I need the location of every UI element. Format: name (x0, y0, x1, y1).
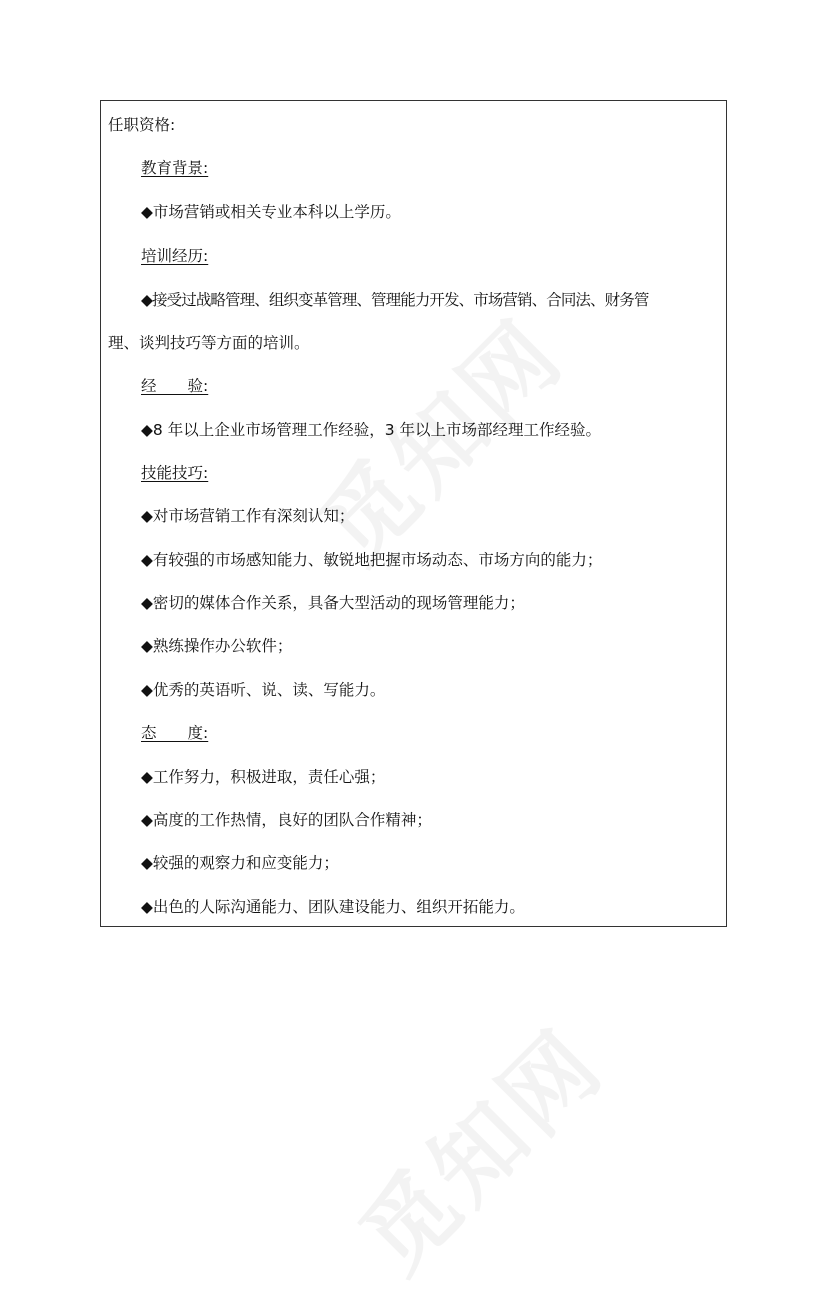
training-heading: 培训经历: (141, 247, 209, 265)
skills-item: ◆密切的媒体合作关系，具备大型活动的现场管理能力； (141, 594, 525, 612)
education-item: ◆市场营销或相关专业本科以上学历。 (141, 203, 401, 221)
experience-item: ◆8 年以上企业市场管理工作经验，3 年以上市场部经理工作经验。 (141, 421, 601, 439)
attitude-heading: 态 度: (141, 724, 209, 742)
attitude-item: ◆出色的人际沟通能力、团队建设能力、组织开拓能力。 (141, 898, 525, 916)
training-item-line2: 理、谈判技巧等方面的培训。 (108, 334, 310, 352)
section-title: 任职资格: (108, 116, 176, 134)
skills-item: ◆优秀的英语听、说、读、写能力。 (141, 681, 386, 699)
training-item-line1: ◆接受过战略管理、组织变革管理、管理能力开发、市场营销、合同法、财务管 (141, 291, 649, 309)
skills-item: ◆有较强的市场感知能力、敏锐地把握市场动态、市场方向的能力； (141, 551, 603, 569)
skills-heading: 技能技巧: (141, 464, 209, 482)
attitude-item: ◆工作努力，积极进取，责任心强； (141, 768, 386, 786)
watermark-bottom (326, 995, 627, 1296)
experience-heading: 经 验: (141, 377, 209, 395)
skills-item: ◆熟练操作办公软件； (141, 637, 293, 655)
skills-item: ◆对市场营销工作有深刻认知； (141, 507, 355, 525)
attitude-item: ◆高度的工作热情，良好的团队合作精神； (141, 811, 432, 829)
attitude-item: ◆较强的观察力和应变能力； (141, 854, 339, 872)
education-heading: 教育背景: (141, 159, 209, 177)
